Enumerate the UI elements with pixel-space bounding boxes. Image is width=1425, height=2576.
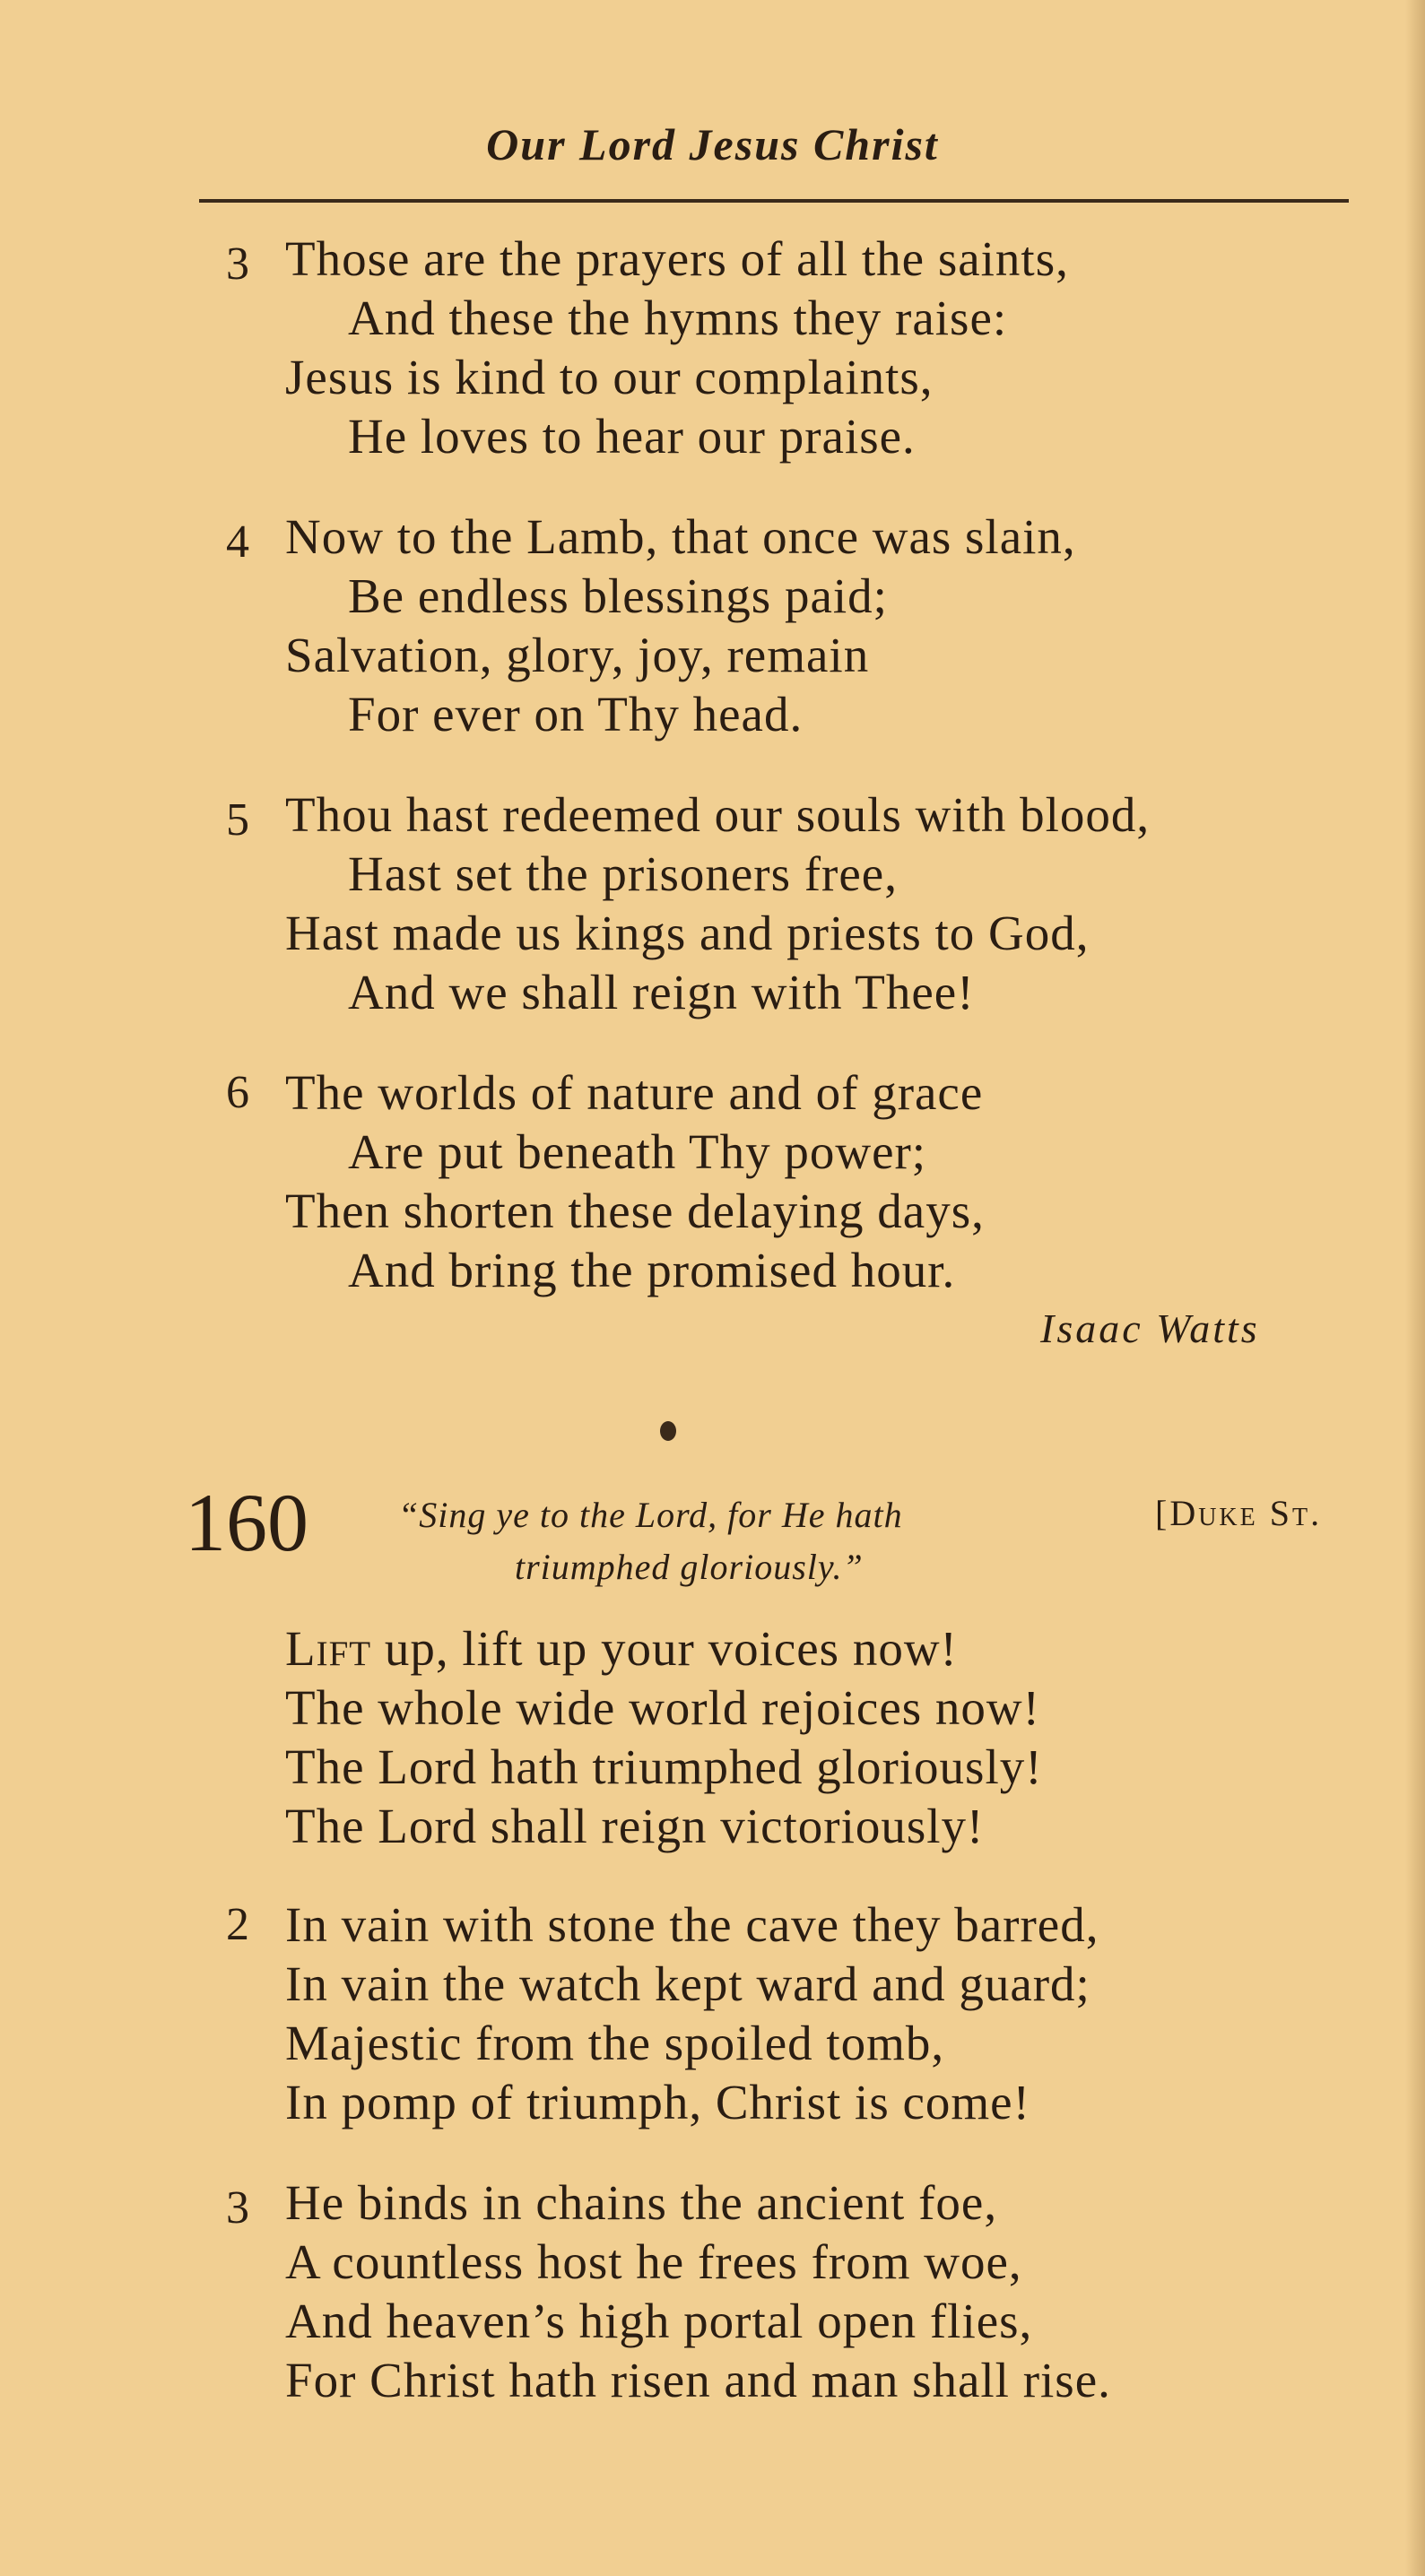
- stanza-line: And these the hymns they raise:: [348, 291, 1008, 345]
- stanza-line: A countless host he frees from woe,: [285, 2234, 1022, 2289]
- stanza-line: Salvation, glory, joy, remain: [285, 628, 870, 682]
- author-attribution: Isaac Watts: [1040, 1305, 1260, 1351]
- stanza-line: Be endless blessings paid;: [348, 568, 888, 623]
- stanza-line: He loves to hear our praise.: [348, 409, 916, 464]
- stanza-line: In vain with stone the cave they barred,: [285, 1897, 1099, 1952]
- stanza-line: And we shall reign with Thee!: [348, 965, 975, 1019]
- stanza-line: The Lord shall reign victoriously!: [285, 1799, 985, 1853]
- tune-name: [Duke St.: [1155, 1493, 1323, 1533]
- first-line-rest: up, lift up your voices now!: [371, 1621, 958, 1676]
- stanza-number: 2: [226, 1899, 249, 1950]
- page-edge-shadow: [1405, 0, 1425, 2576]
- stanza-number: 4: [226, 516, 249, 568]
- stanza-line: Majestic from the spoiled tomb,: [285, 2016, 945, 2070]
- stanza-number: 3: [226, 239, 249, 290]
- stanza-line: Jesus is kind to our complaints,: [285, 350, 934, 404]
- stanza-line: The Lord hath triumphed gloriously!: [285, 1739, 1043, 1794]
- stanza-line: For Christ hath risen and man shall rise.: [285, 2353, 1111, 2407]
- ornament-dot: [660, 1421, 676, 1441]
- hymn-number: 160: [185, 1477, 308, 1568]
- stanza-number: 5: [226, 794, 249, 846]
- stanza-line: Are put beneath Thy power;: [348, 1124, 927, 1179]
- first-word: Lift: [285, 1621, 372, 1676]
- epigraph-line: triumphed gloriously.”: [515, 1547, 864, 1587]
- running-head: Our Lord Jesus Christ: [486, 119, 939, 169]
- stanza-line: And bring the promised hour.: [348, 1243, 956, 1297]
- stanza-line: Hast made us kings and priests to God,: [285, 906, 1090, 960]
- header-rule: [199, 199, 1349, 203]
- stanza-line: Then shorten these delaying days,: [285, 1184, 985, 1238]
- stanza-line: He binds in chains the ancient foe,: [285, 2175, 998, 2230]
- stanza-line: The whole wide world rejoices now!: [285, 1680, 1040, 1735]
- epigraph-line: “Sing ye to the Lord, for He hath: [398, 1495, 903, 1535]
- stanza-line: Those are the prayers of all the saints,: [285, 231, 1069, 286]
- stanza-line: And heaven’s high portal open flies,: [285, 2294, 1033, 2348]
- stanza-number: 6: [226, 1067, 249, 1118]
- stanza-line: For ever on Thy head.: [348, 687, 804, 742]
- stanza-number: 3: [226, 2182, 249, 2233]
- stanza-line: In pomp of triumph, Christ is come!: [285, 2075, 1030, 2129]
- stanza-line: [285, 1619, 958, 1678]
- stanza-line: Now to the Lamb, that once was slain,: [285, 509, 1076, 564]
- stanza-line: Hast set the prisoners free,: [348, 846, 898, 901]
- stanza-line: Thou hast redeemed our souls with blood,: [285, 787, 1151, 842]
- stanza-line: The worlds of nature and of grace: [285, 1065, 984, 1120]
- stanza-line: In vain the watch kept ward and guard;: [285, 1956, 1090, 2011]
